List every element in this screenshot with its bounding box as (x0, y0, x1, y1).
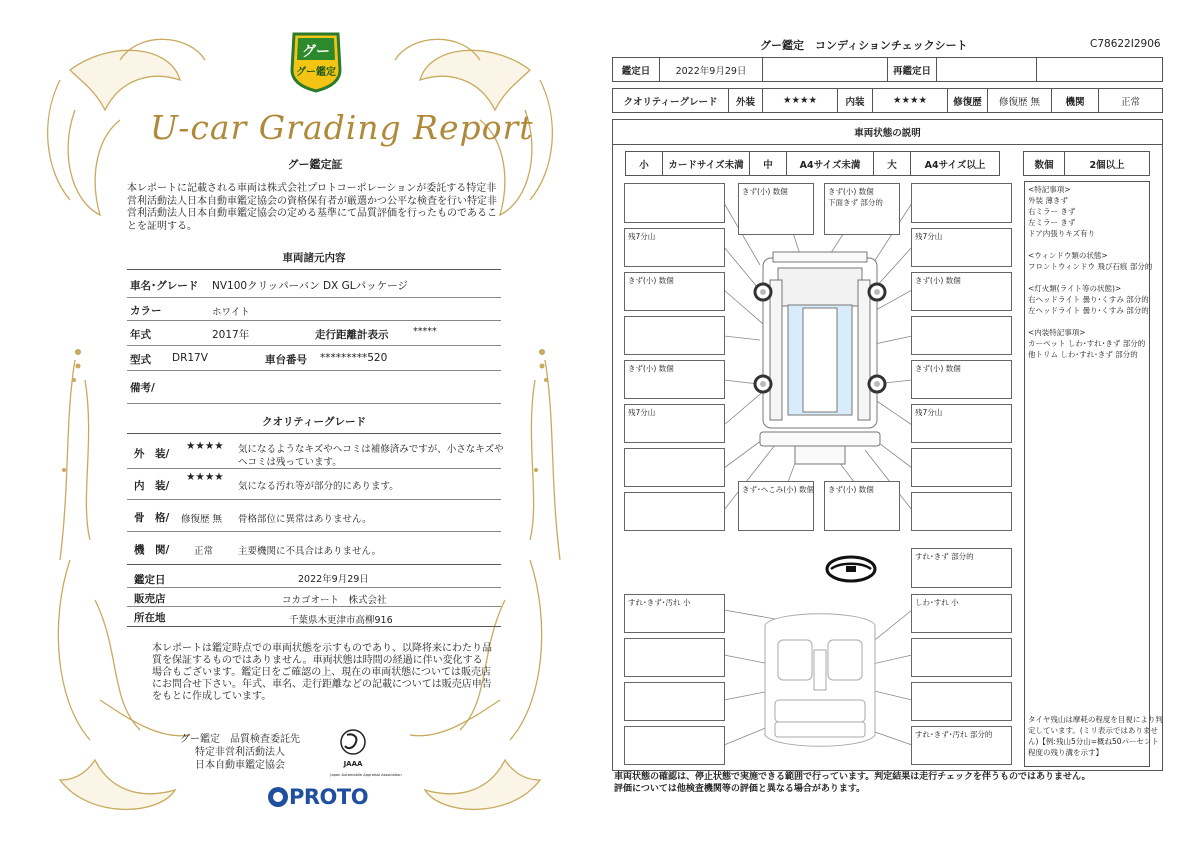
footnote-line-2: 評価については他検査機関等の評価と異なる場合があります。 (614, 784, 866, 794)
proto-mark-icon (268, 787, 288, 807)
tire-box (911, 228, 1012, 267)
divider (127, 345, 501, 346)
size-small-desc: カードサイズ未満 (662, 151, 750, 176)
repair-history-value: 修復歴 無 (987, 88, 1052, 113)
count-value: 2個以上 (1064, 151, 1150, 176)
note-line: ドア内張りキズ有り (1028, 229, 1096, 238)
sheet-title: グー鑑定 コンディションチェックシート (760, 39, 968, 52)
interior-label: 内 装/ (134, 480, 170, 492)
interior-label: しわ･すれ 小 (915, 598, 959, 607)
quality-grade-label: クオリティーグレード (612, 88, 729, 113)
exterior-label: 外装 (728, 88, 763, 113)
frame-value: 修復歴 無 (181, 514, 223, 525)
year-value: 2017年 (212, 329, 250, 341)
report-title: U-car Grading Report (150, 108, 534, 147)
quality-section-title: クオリティーグレード (262, 416, 366, 428)
note-line: <ウィンドウ類の状態> (1028, 251, 1108, 260)
color-label: カラー (130, 305, 162, 317)
divider (127, 468, 501, 469)
proto-wordmark: PROTO (289, 785, 369, 809)
divider (127, 433, 501, 434)
repair-history-label: 修復歴 (947, 88, 988, 113)
svg-text:グー鑑定: グー鑑定 (296, 67, 336, 78)
divider (127, 370, 501, 371)
damage-box (738, 183, 814, 235)
divider (127, 297, 501, 298)
note-line: 右ミラー きず (1028, 207, 1076, 216)
engine-label: 機 関/ (134, 544, 170, 556)
goo-kantei-emblem-icon (288, 30, 344, 92)
car-name-value: NV100クリッパーバン DX GLパッケージ (212, 280, 408, 292)
tire-label: 残7分山 (915, 408, 943, 417)
size-large-label: 大 (873, 151, 911, 176)
year-label: 年式 (130, 329, 151, 341)
damage-box (624, 360, 725, 399)
divider (127, 269, 501, 270)
note-line: 左ヘッドライト 曇り･くすみ 部分的 (1028, 306, 1149, 315)
tire-label: 残7分山 (628, 408, 656, 417)
note-line: <特記事項> (1028, 185, 1071, 194)
size-large-desc: A4サイズ以上 (910, 151, 1000, 176)
steering-wheel-icon (827, 557, 875, 581)
interior-box (624, 682, 725, 721)
committee-text (180, 733, 300, 772)
interior-text: 気になる汚れ等が部分的にあります。 (238, 481, 399, 492)
note-line: 右ヘッドライト 曇り･くすみ 部分的 (1028, 295, 1149, 304)
damage-box (624, 492, 725, 531)
proto-logo (268, 785, 368, 809)
condition-check-sheet (600, 0, 1200, 848)
interior-stars: ★★★★ (186, 471, 224, 483)
interior-label: すれ･きず･汚れ 部分的 (915, 730, 993, 739)
note-line: カーペット しわ･すれ･きず 部分的 (1028, 339, 1146, 348)
damage-label: 下面きず 部分的 (828, 198, 883, 207)
interior-box (911, 638, 1012, 677)
date-value: 2022年9月29日 (298, 574, 369, 585)
chassis-value: *********520 (320, 352, 388, 364)
address-label: 所在地 (134, 612, 166, 624)
interior-box (911, 682, 1012, 721)
spec-section-title: 車両諸元内容 (282, 252, 346, 264)
damage-box (624, 448, 725, 487)
interior-label: すれ･きず 部分的 (915, 552, 974, 561)
tire-box (624, 228, 725, 267)
damage-box (911, 272, 1012, 311)
reappraisal-date-label: 再鑑定日 (887, 57, 937, 82)
interior-box (911, 594, 1012, 633)
interior-label: 内装 (837, 88, 873, 113)
footnote-line-1: 車両状態の確認は、停止状態で実施できる範囲で行っています。判定結果は走行チェックを伴うものではありません。 (614, 772, 1091, 782)
certificate-title: グー鑑定証 (287, 158, 343, 171)
damage-box (624, 272, 725, 311)
interior-box (624, 726, 725, 765)
damage-label: きず(小) 数個 (628, 364, 674, 373)
damage-box (911, 316, 1012, 355)
note-line: <内装特記事項> (1028, 328, 1086, 337)
damage-label: きず(小) 数個 (628, 276, 674, 285)
exterior-stars: ★★★★ (762, 88, 838, 113)
interior-stars: ★★★★ (872, 88, 948, 113)
size-small-label: 小 (625, 151, 663, 176)
damage-label: きず(小) 数個 (828, 187, 874, 196)
engine-label: 機関 (1051, 88, 1099, 113)
exterior-label: 外 装/ (134, 448, 170, 460)
sheet-id: C78622I2906 (1090, 38, 1161, 50)
damage-label: きず(小) 数個 (742, 187, 788, 196)
mileage-label: 走行距離計表示 (315, 329, 389, 341)
note-line: 左ミラー きず (1028, 218, 1076, 227)
footnote (614, 771, 1091, 795)
shop-label: 販売店 (134, 593, 166, 605)
committee-line-1: グー鑑定 品質検査委託先 (180, 734, 300, 745)
tire-box (911, 404, 1012, 443)
damage-label: きず(小) 数個 (915, 276, 961, 285)
divider (127, 606, 501, 607)
damage-box (911, 492, 1012, 531)
divider (127, 564, 501, 565)
damage-box (624, 316, 725, 355)
exterior-text-2: ヘコミは残っています。 (238, 457, 342, 468)
model-value: DR17V (172, 352, 208, 364)
color-value: ホワイト (212, 307, 250, 318)
divider (127, 403, 501, 404)
exterior-stars: ★★★★ (186, 440, 224, 452)
size-medium-desc: A4サイズ未満 (786, 151, 874, 176)
engine-text: 主要機関に不具合はありません。 (238, 546, 382, 557)
frame-text: 骨格部位に異常はありません。 (238, 514, 372, 525)
remarks-label: 備考/ (130, 382, 155, 394)
engine-value: 正常 (194, 546, 214, 557)
svg-text:グー: グー (302, 44, 330, 60)
interior-box (911, 726, 1012, 765)
chassis-label: 車台番号 (265, 354, 307, 366)
divider (127, 531, 501, 532)
damage-box (824, 481, 900, 531)
model-label: 型式 (130, 354, 151, 366)
appraisal-date-label: 鑑定日 (612, 57, 660, 82)
damage-box (911, 448, 1012, 487)
interior-box (624, 638, 725, 677)
engine-value: 正常 (1098, 88, 1163, 113)
divider (127, 626, 501, 627)
damage-box (824, 183, 900, 235)
count-label: 数個 (1023, 151, 1065, 176)
committee-line-3: 日本自動車鑑定協会 (195, 760, 285, 771)
damage-label: きず(小) 数個 (915, 364, 961, 373)
tire-label: 残7分山 (628, 232, 656, 241)
damage-box (911, 183, 1012, 223)
appraisal-date-value: 2022年9月29日 (659, 57, 763, 82)
car-name-label: 車名･グレード (130, 280, 199, 292)
tire-box (624, 404, 725, 443)
committee-line-2: 特定非営利活動法人 (195, 747, 285, 758)
divider (127, 499, 501, 500)
divider (127, 320, 501, 321)
address-value: 千葉県木更津市高柳916 (289, 615, 393, 626)
tyre-note: タイヤ残山は摩耗の程度を目視により判定しています。(ミリ表示ではありません)【例:残山5分山=概ね50パーセント程度の残り溝を示す】 (1028, 715, 1163, 757)
note-line: フロントウィンドウ 飛び石痕 部分的 (1028, 262, 1153, 271)
disclaimer-note: 本レポートは鑑定時点での車両状態を示すものであり、以降将来にわたり品質を保証するものではありません。車両状態は時間の経過に伴い変化する場合もございます。鑑定日をご確認の上、現在の車両状態については販売店にお問合せ下さい。年式、車名、走行距離などの記載については販売店申告をもとに作成しています。 (152, 643, 492, 702)
shop-value: コカゴオート 株式会社 (282, 595, 387, 606)
divider (127, 587, 501, 588)
damage-box (624, 183, 725, 223)
damage-box (738, 481, 814, 531)
size-medium-label: 中 (749, 151, 787, 176)
jaaa-logo-icon (330, 726, 402, 780)
date-label: 鑑定日 (134, 574, 166, 586)
exterior-text-1: 気になるようなキズやヘコミは補修済みですが、小さなキズや (238, 444, 504, 455)
tire-label: 残7分山 (915, 232, 943, 241)
damage-box (911, 360, 1012, 399)
note-line: 外装 薄きず (1028, 196, 1068, 205)
frame-label: 骨 格/ (134, 512, 170, 524)
note-line: <灯火類(ライト等の状態)> (1028, 284, 1122, 293)
interior-box (911, 548, 1012, 588)
damage-label: きず･へこみ(小) 数個 (742, 485, 814, 494)
svg-text:JAAA: JAAA (343, 760, 363, 768)
certificate-text: 本レポートに記載される車両は株式会社プロトコーポレーションが委託する特定非営利活動法人日本自動車鑑定協会の資格保有者が厳選かつ公平な検査を行い特定非営利活動法人日本自動車鑑定協会の定める基準にて品質評価を行ったものであることを証明する。 (127, 183, 497, 232)
mileage-value: ***** (413, 326, 437, 337)
interior-label: すれ･きず･汚れ 小 (628, 598, 691, 607)
note-line: 他トリム しわ･すれ･きず 部分的 (1028, 350, 1138, 359)
damage-label: きず(小) 数個 (828, 485, 874, 494)
condition-title: 車両状態の説明 (612, 119, 1163, 145)
svg-text:Japan Automobile Appraisal Ass: Japan Automobile Appraisal Association (330, 773, 402, 777)
interior-box (624, 594, 725, 633)
